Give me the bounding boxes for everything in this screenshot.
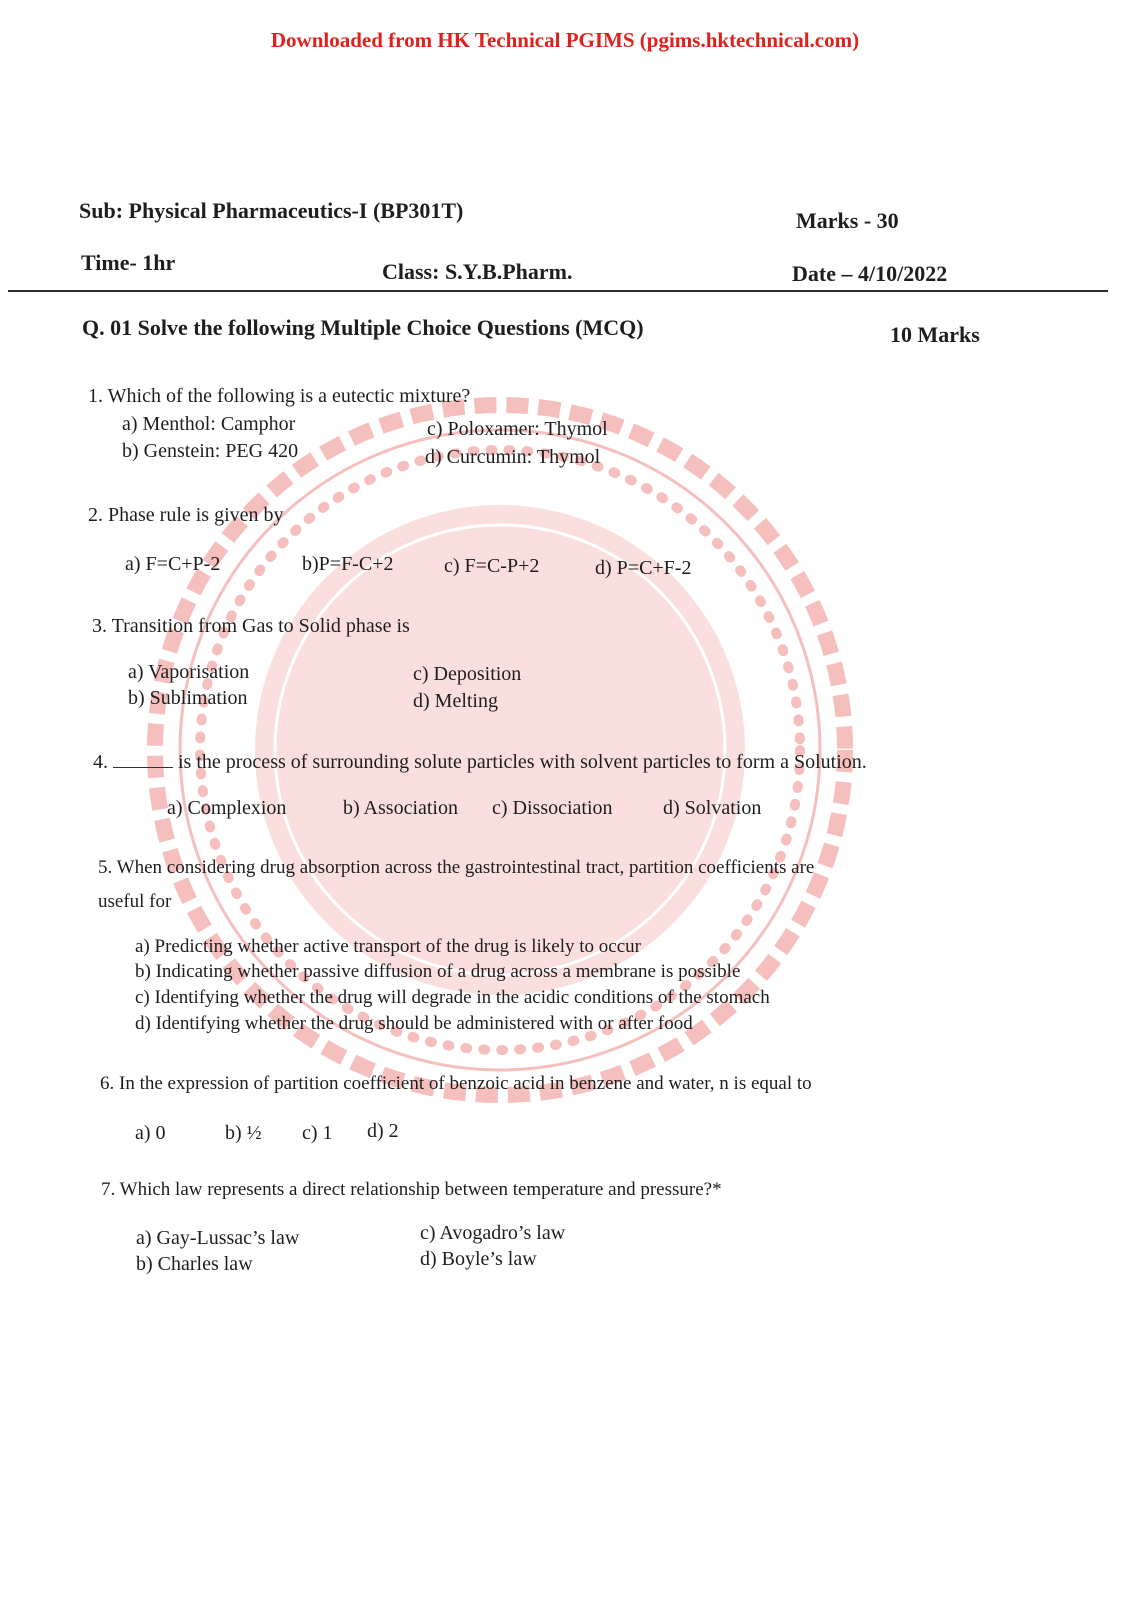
q5-option-b: b) Indicating whether passive diffusion of a drug across a membrane is possible bbox=[135, 961, 741, 982]
exam-date: Date – 4/10/2022 bbox=[792, 261, 948, 286]
q6-option-a: a) 0 bbox=[135, 1122, 166, 1144]
q7-option-b: b) Charles law bbox=[136, 1253, 253, 1275]
q1-option-a: a) Menthol: Camphor bbox=[122, 413, 296, 435]
q1-option-c: c) Poloxamer: Thymol bbox=[427, 418, 608, 440]
question-1: 1. Which of the following is a eutectic mixture? bbox=[88, 385, 471, 407]
q3-option-b: b) Sublimation bbox=[128, 687, 248, 709]
section-title: Q. 01 Solve the following Multiple Choice Questions (MCQ) bbox=[82, 315, 644, 340]
question-3: 3. Transition from Gas to Solid phase is bbox=[92, 615, 410, 637]
q4-option-d: d) Solvation bbox=[663, 797, 762, 819]
exam-time: Time- 1hr bbox=[81, 250, 176, 275]
q6-option-c: c) 1 bbox=[302, 1122, 333, 1144]
question-6: 6. In the expression of partition coefficient of benzoic acid in benzene and water, n is equal to bbox=[100, 1073, 812, 1094]
answer-blank bbox=[113, 751, 173, 768]
q2-option-c: c) F=C-P+2 bbox=[444, 555, 540, 577]
q4-option-c: c) Dissociation bbox=[492, 797, 613, 819]
question-5-continued: useful for bbox=[98, 891, 172, 912]
q3-option-d: d) Melting bbox=[413, 690, 498, 712]
download-banner: Downloaded from HK Technical PGIMS (pgims.hktechnical.com) bbox=[270, 28, 860, 52]
q2-option-d: d) P=C+F-2 bbox=[595, 557, 692, 579]
question-4 bbox=[93, 751, 867, 774]
q2-option-b: b)P=F-C+2 bbox=[302, 553, 394, 575]
question-7: 7. Which law represents a direct relationship between temperature and pressure?* bbox=[101, 1179, 722, 1200]
q1-option-b: b) Genstein: PEG 420 bbox=[122, 440, 299, 462]
q2-option-a: a) F=C+P-2 bbox=[125, 553, 221, 575]
question-4-number: 4. bbox=[93, 751, 108, 773]
subject-title: Sub: Physical Pharmaceutics-I (BP301T) bbox=[79, 198, 464, 223]
section-marks: 10 Marks bbox=[890, 322, 980, 347]
q3-option-a: a) Vaporisation bbox=[128, 661, 250, 683]
question-2: 2. Phase rule is given by bbox=[88, 504, 284, 526]
header-divider bbox=[8, 290, 1108, 292]
q7-option-a: a) Gay-Lussac’s law bbox=[136, 1227, 300, 1249]
q7-option-c: c) Avogadro’s law bbox=[420, 1222, 566, 1244]
question-5: 5. When considering drug absorption across the gastrointestinal tract, partition coefficients are bbox=[98, 857, 815, 878]
q1-option-d: d) Curcumin: Thymol bbox=[425, 446, 601, 468]
q3-option-c: c) Deposition bbox=[413, 663, 522, 685]
q6-option-b: b) ½ bbox=[225, 1122, 262, 1144]
q5-option-c: c) Identifying whether the drug will degrade in the acidic conditions of the stomach bbox=[135, 987, 770, 1008]
exam-class: Class: S.Y.B.Pharm. bbox=[382, 259, 573, 284]
q4-option-b: b) Association bbox=[343, 797, 458, 819]
q5-option-a: a) Predicting whether active transport of the drug is likely to occur bbox=[135, 936, 641, 957]
q5-option-d: d) Identifying whether the drug should be administered with or after food bbox=[135, 1013, 693, 1034]
question-4-text: is the process of surrounding solute particles with solvent particles to form a Solution. bbox=[178, 751, 867, 773]
total-marks: Marks - 30 bbox=[796, 208, 899, 233]
q6-option-d: d) 2 bbox=[367, 1120, 399, 1142]
q7-option-d: d) Boyle’s law bbox=[420, 1248, 537, 1270]
q4-option-a: a) Complexion bbox=[167, 797, 287, 819]
